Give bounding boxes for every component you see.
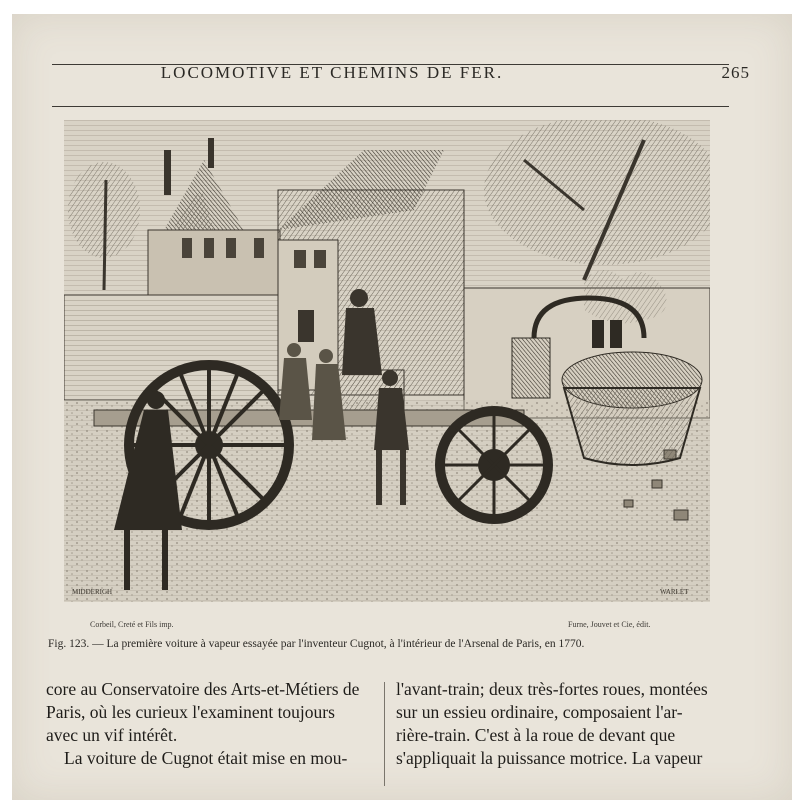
figure-caption: Fig. 123. — La première voiture à vapeur essayée par l'inventeur Cugnot, à l'intérieur de l'Arsenal de Paris, en 1770.: [48, 638, 585, 650]
text-line: l'avant-train; deux très-fortes roues, montées: [396, 679, 708, 699]
engraver-signature-left: MIDDERIGH: [72, 588, 113, 596]
cugnot-steam-carriage-engraving: [64, 120, 710, 602]
running-title: LOCOMOTIVE ET CHEMINS DE FER.: [160, 63, 504, 82]
text-line: Paris, où les curieux l'examinent toujours: [46, 702, 335, 722]
front-wheel: [440, 411, 548, 519]
column-divider: [384, 682, 385, 786]
engraver-signature-right: WARLET: [660, 588, 689, 596]
text-line: s'appliquait la puissance motrice. La vapeur: [396, 748, 703, 768]
page-number: 265: [721, 63, 750, 82]
text-line: La voiture de Cugnot était mise en mou-: [64, 748, 348, 768]
engraving-illustration: [64, 120, 710, 602]
body-column-left: [46, 678, 376, 770]
header-rule-bottom: [52, 106, 729, 107]
publisher-credit: Furne, Jouvet et Cie, édit.: [568, 620, 651, 629]
courtyard-wall-left: [64, 295, 278, 400]
text-line: sur un essieu ordinaire, composaient l'ar-: [396, 702, 683, 722]
printer-credit: Corbeil, Creté et Fils imp.: [90, 620, 174, 629]
text-line: avec un vif intérêt.: [46, 725, 178, 745]
body-column-right: [396, 678, 726, 770]
text-line: rière-train. C'est à la roue de devant que: [396, 725, 676, 745]
text-line: core au Conservatoire des Arts-et-Métiers de: [46, 679, 360, 699]
